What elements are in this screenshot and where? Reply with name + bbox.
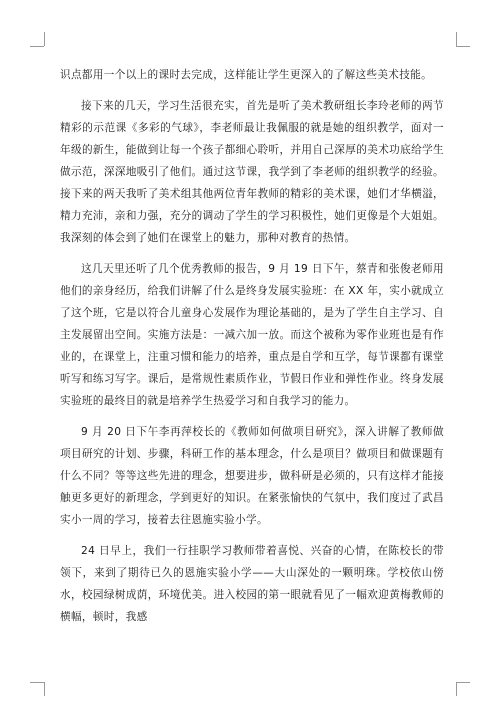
paragraph-enshi-visit: 24 日早上，我们一行挂职学习教师带着喜悦、兴奋的心情，在陈校长的带领下，来到了期待已久的恩施实验小学——大山深处的一颗明珠。学校依山傍水，校园绿树成荫，环境优美。进入校园的第一眼就看见了一幅欢迎黄梅教师的横幅，顿时，我感 [60,545,444,623]
crop-mark-bottom-left [44,682,45,696]
crop-mark-top-left [30,46,44,47]
crop-mark-bottom-left [30,682,44,683]
crop-mark-top-right [456,32,457,46]
body-text [60,64,444,628]
crop-mark-top-right [456,46,470,47]
paragraph-continuation: 识点都用一个以上的课时去完成，这样能让学生更深入的了解这些美术技能。 [60,69,433,81]
paragraph-reports: 这几天里还听了几个优秀教师的报告，9 月 19 日下午，蔡青和张俊老师用他们的亲身经历，给我们讲解了什么是终身发展实验班：在 XX 年，实小就成立了这个班，它是以符合儿童身心发展作为理论基础的，是为了学生自主学习、自主发展留出空间。实施方法是：一减六加一放。而这个被称为零作业班也是有作业的，在课堂上，注重习惯和能力的培养，重点是自学和互学，每节课都有课堂听写和练习写字。课后，是常规性素质作业，节假日作业和弹性作业。终身发展实验班的最终目的就是培养学生热爱学习和自我学习的能力。 [60,263,444,407]
crop-mark-bottom-right [456,682,457,696]
paragraph-demo-lessons: 接下来的几天，学习生活很充实，首先是听了美术教研组长李玲老师的两节精彩的示范课《多彩的气球》，李老师最让我佩服的就是她的组织教学，面对一年级的新生，能做到让每一个孩子都细心聆听，并用自己深厚的美术功底给学生做示范，深深地吸引了他们。通过这节课，我学到了李老师的组织教学的经验。接下来的两天我听了美术组其他两位青年教师的精彩的美术课，她们才华横溢，精力充沛，亲和力强，充分的调动了学生的学习积极性，她们更像是个大姐姐。我深刻的体会到了她们在课堂上的魅力，那种对教育的热情。 [60,100,444,244]
paragraph-project-research: 9 月 20 日下午李再萍校长的《教师如何做项目研究》，深入讲解了教师做项目研究的计划、步骤，科研工作的基本理念，什么是项目？做项目和做课题有什么不同？等等这些先进的理念，想要进步，做科研是必须的，只有这样才能接触更多更好的新理念，学到更好的知识。在紧张愉快的气氛中，我们度过了武昌实小一周的学习，接着去往恩施实验小学。 [60,426,444,526]
crop-mark-bottom-right [456,682,470,683]
crop-mark-top-left [44,32,45,46]
